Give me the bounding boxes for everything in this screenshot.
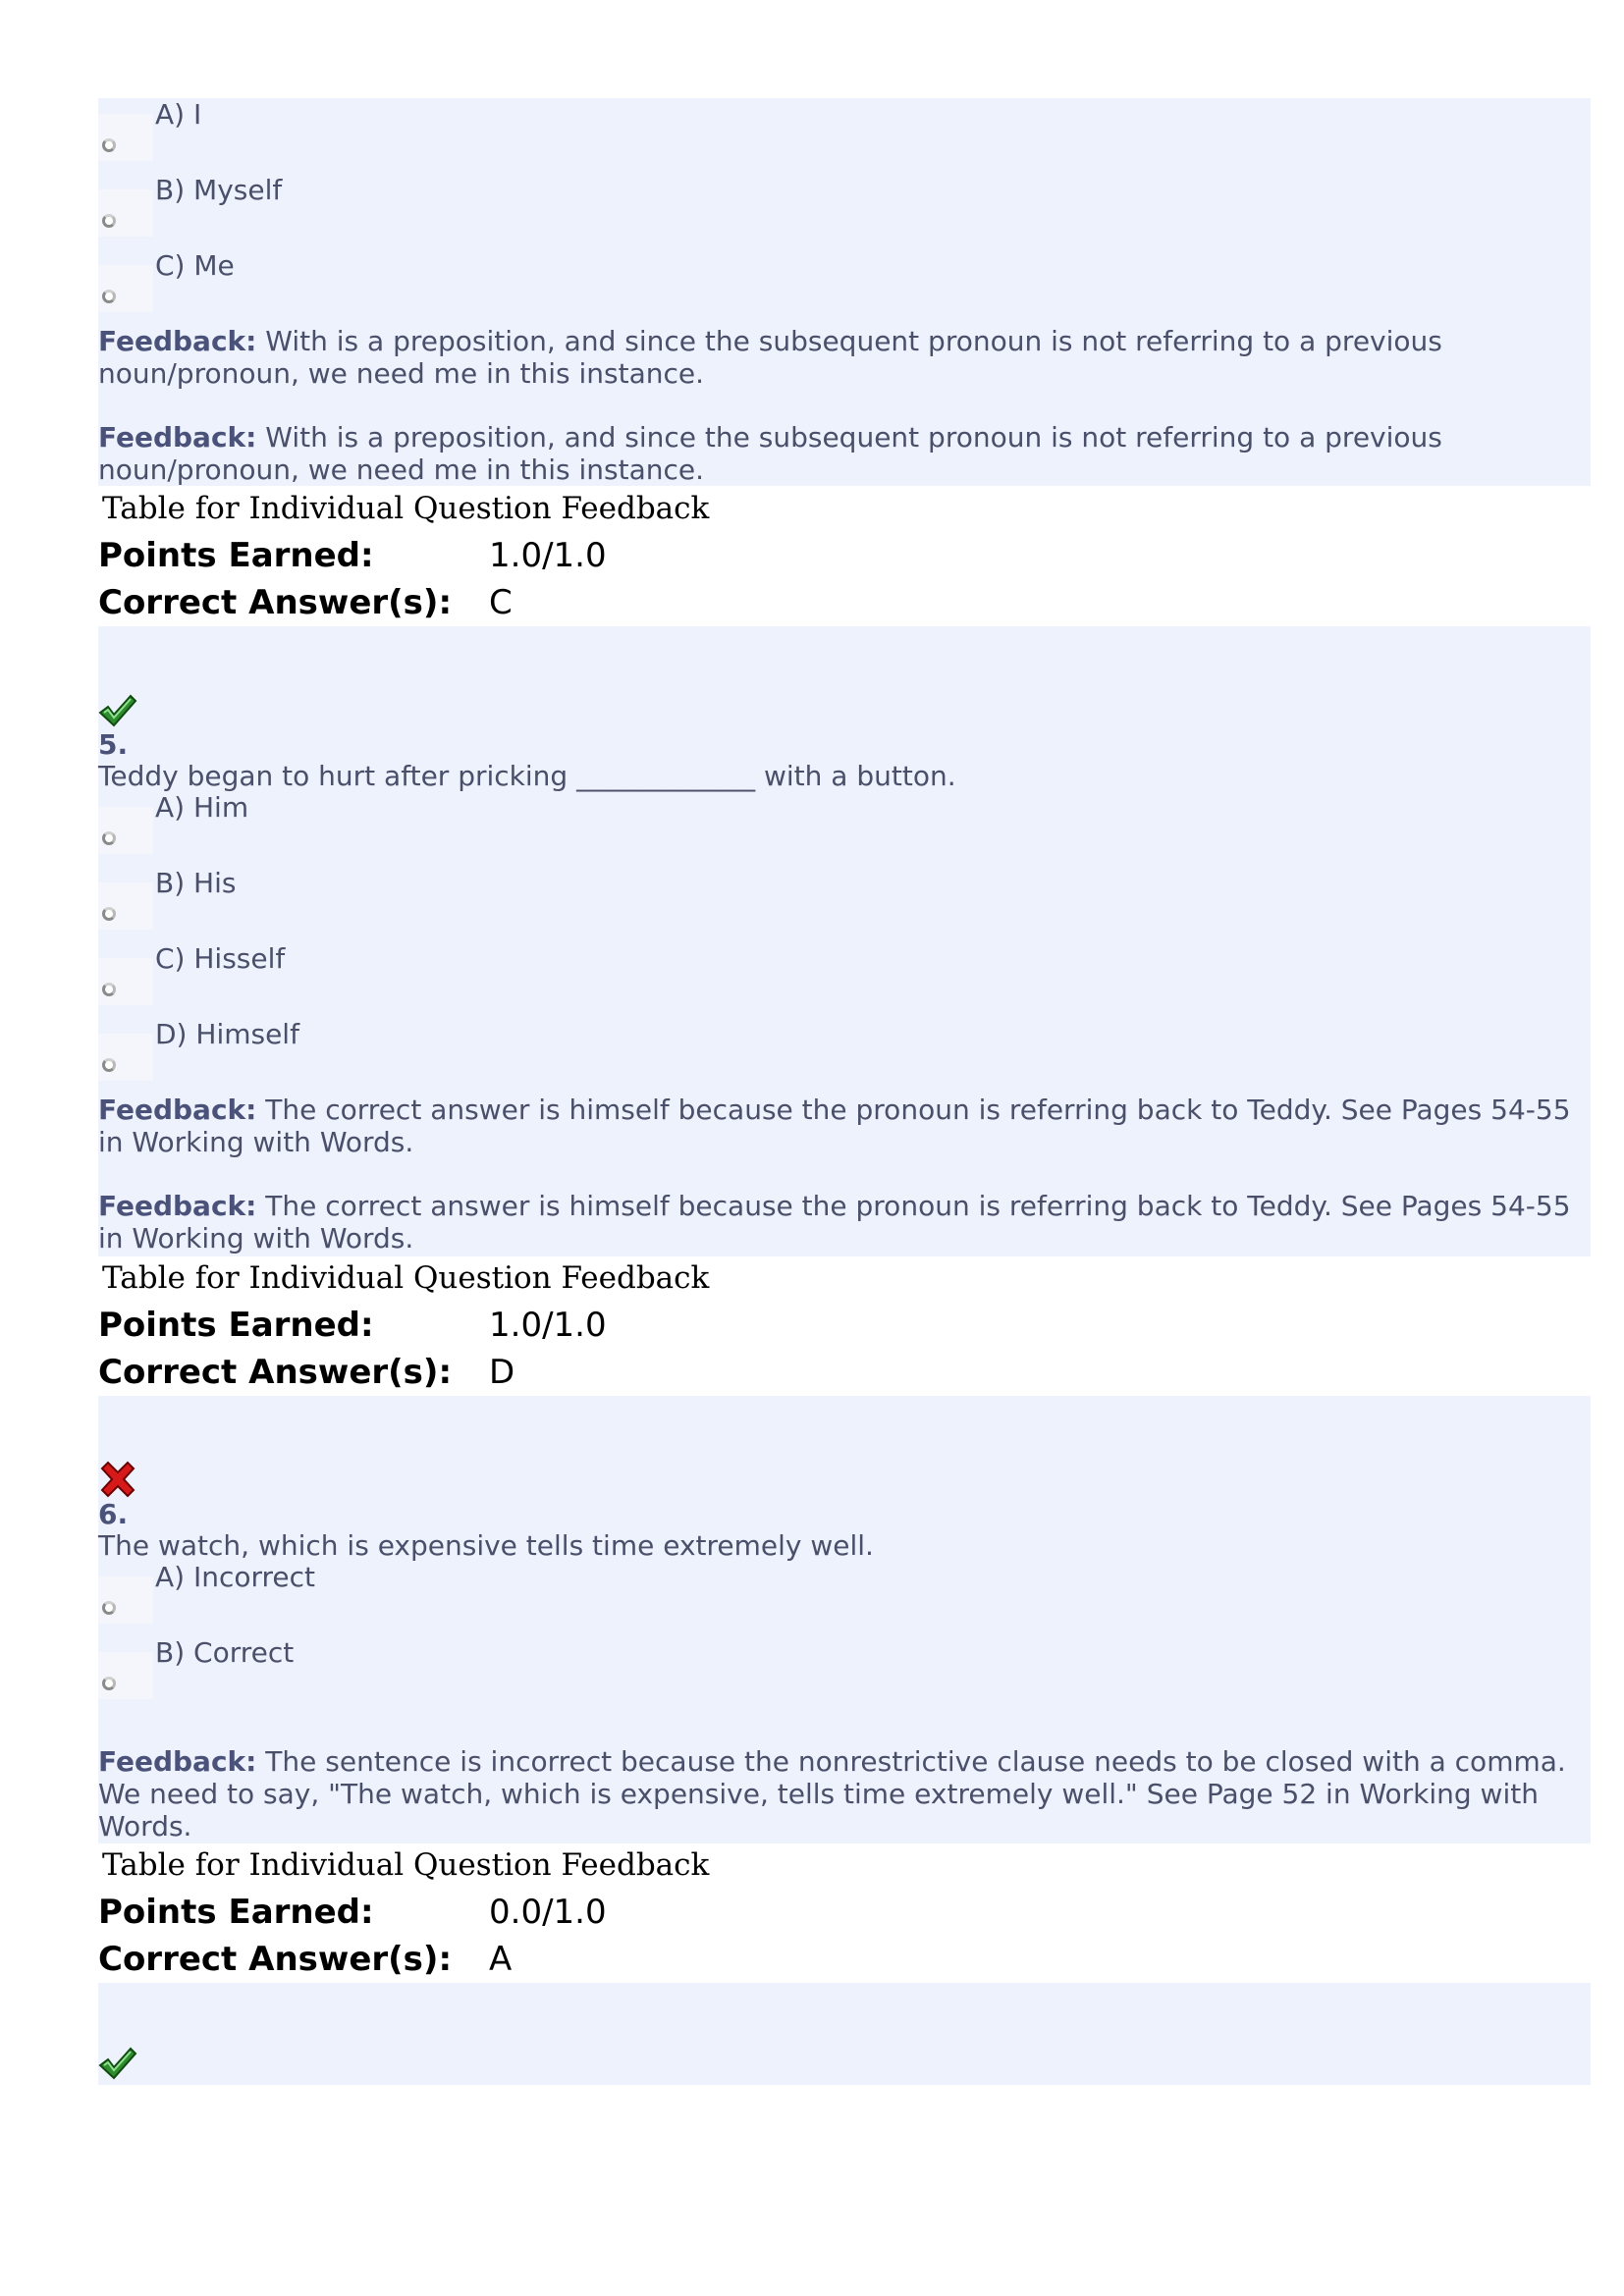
question-7-block bbox=[98, 1983, 1591, 2085]
question-text: The watch, which is expensive tells time extremely well. bbox=[98, 1529, 874, 1562]
table-caption: Table for Individual Question Feedback bbox=[102, 1847, 710, 1883]
option-d-radio[interactable] bbox=[98, 1034, 153, 1081]
correct-answer-label: Correct Answer(s): bbox=[98, 583, 453, 622]
feedback-1: Feedback: The correct answer is himself because the pronoun is referring back to Teddy. See Pages 54-55 in Working with Words. bbox=[98, 1094, 1571, 1158]
table-caption: Table for Individual Question Feedback bbox=[102, 491, 710, 526]
check-icon bbox=[98, 2046, 137, 2081]
option-a-radio[interactable] bbox=[98, 114, 153, 161]
points-earned-value: 1.0/1.0 bbox=[489, 536, 607, 575]
question-5-block bbox=[98, 626, 1591, 1256]
points-earned-label: Points Earned: bbox=[98, 536, 374, 575]
question-text: Teddy began to hurt after pricking _____________ with a button. bbox=[98, 760, 956, 792]
feedback-1: Feedback: The sentence is incorrect because the nonrestrictive clause needs to be closed with a comma. We need to say, "The watch, which is expensive, tells time extremely well." See Page 52 in Working with Words. bbox=[98, 1745, 1566, 1842]
check-icon bbox=[98, 693, 137, 728]
option-a-label: A) I bbox=[155, 98, 202, 131]
x-icon bbox=[98, 1461, 137, 1498]
correct-answer-label: Correct Answer(s): bbox=[98, 1353, 453, 1392]
option-b-label: B) Myself bbox=[155, 174, 283, 206]
option-a-label: A) Him bbox=[155, 791, 249, 824]
option-b-label: B) Correct bbox=[155, 1636, 295, 1669]
question-4-block bbox=[98, 98, 1591, 486]
option-d-label: D) Himself bbox=[155, 1018, 299, 1050]
feedback-1: Feedback: With is a preposition, and since the subsequent pronoun is not referring to a previous noun/pronoun, we need me in this instance. bbox=[98, 325, 1442, 390]
option-b-radio[interactable] bbox=[98, 1652, 153, 1699]
feedback-2: Feedback: The correct answer is himself because the pronoun is referring back to Teddy. See Pages 54-55 in Working with Words. bbox=[98, 1190, 1571, 1255]
option-a-label: A) Incorrect bbox=[155, 1561, 316, 1593]
correct-answer-label: Correct Answer(s): bbox=[98, 1940, 453, 1979]
option-c-radio[interactable] bbox=[98, 265, 153, 312]
option-c-radio[interactable] bbox=[98, 958, 153, 1005]
option-a-radio[interactable] bbox=[98, 807, 153, 854]
option-c-label: C) Hisself bbox=[155, 942, 286, 975]
question-number: 6. bbox=[98, 1498, 129, 1530]
option-b-radio[interactable] bbox=[98, 189, 153, 237]
question-6-block bbox=[98, 1396, 1591, 1843]
option-b-radio[interactable] bbox=[98, 882, 153, 930]
question-number: 5. bbox=[98, 728, 129, 761]
option-b-label: B) His bbox=[155, 867, 237, 899]
points-earned-value: 0.0/1.0 bbox=[489, 1893, 607, 1932]
correct-answer-value: C bbox=[489, 583, 513, 622]
correct-answer-value: D bbox=[489, 1353, 515, 1392]
option-c-label: C) Me bbox=[155, 249, 235, 282]
points-earned-label: Points Earned: bbox=[98, 1306, 374, 1345]
option-a-radio[interactable] bbox=[98, 1576, 153, 1624]
points-earned-label: Points Earned: bbox=[98, 1893, 374, 1932]
feedback-2: Feedback: With is a preposition, and since the subsequent pronoun is not referring to a previous noun/pronoun, we need me in this instance. bbox=[98, 421, 1442, 486]
table-caption: Table for Individual Question Feedback bbox=[102, 1260, 710, 1296]
points-earned-value: 1.0/1.0 bbox=[489, 1306, 607, 1345]
correct-answer-value: A bbox=[489, 1940, 513, 1979]
